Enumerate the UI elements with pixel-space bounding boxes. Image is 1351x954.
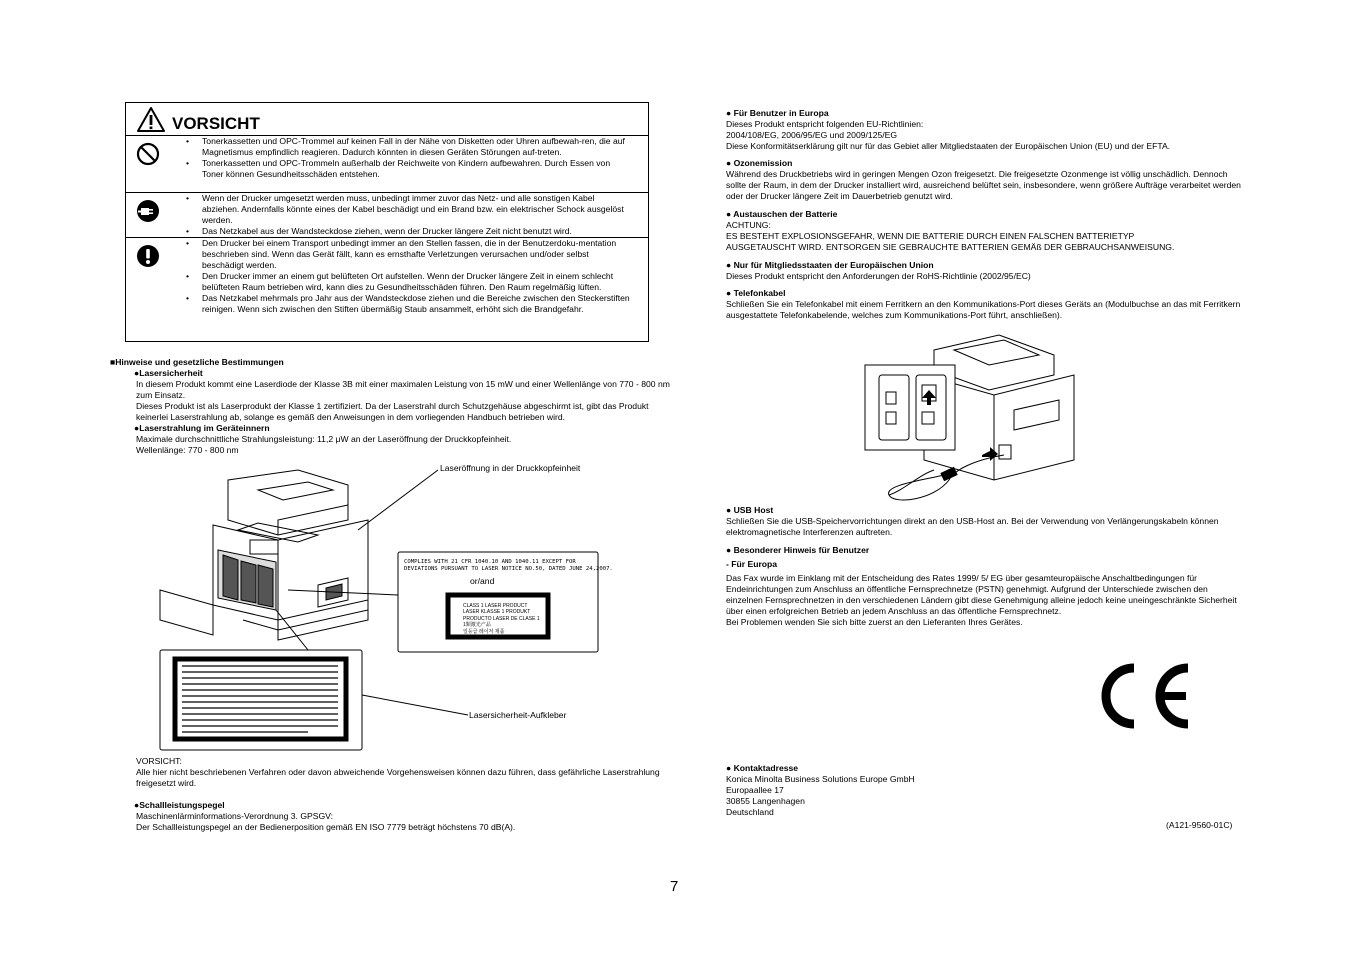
internal-laser-text: Maximale durchschnittliche Strahlungsleistung: 11,2 μW an der Laseröffnung der Druckkopfeinheit. — [136, 434, 512, 444]
contact-line: 30855 Langenhagen — [726, 796, 805, 806]
class1-line: LASER KLASSE 1 PRODUKT — [463, 609, 531, 616]
laser-safety-text: Dieses Produkt ist als Laserprodukt der Klasse 1 zertifiziert. Da der Laserstrahl durch Schutzgehäuse abgeschirmt ist, gibt das Produkt keinerlei Laserstrahlung ab, solange es gemäß den Anweisungen in dem vorliegenden Handbuch betrieben wird. — [136, 401, 649, 422]
usb-section — [726, 505, 1241, 538]
caution-box — [125, 102, 649, 342]
eu-members-heading: ● Nur für Mitgliedsstaaten der Europäischen Union — [726, 260, 934, 270]
caution-item: • Tonerkassetten und OPC-Trommeln außerhalb der Reichweite von Kindern aufbewahren. Durch Essen von Toner können Gesundheitsschäden entstehen. — [186, 158, 630, 180]
battery-line: AUSGETAUSCHT WIRD. ENTSORGEN SIE GEBRAUCHTE BATTERIEN GEMÄß DER GEBRAUCHSANWEISUNG. — [726, 242, 1175, 252]
usb-heading: ● USB Host — [726, 505, 774, 515]
caution-note-text: Alle hier nicht beschriebenen Verfahren oder davon abweichende Vorgehensweisen können dazu führen, dass gefährliche Laserstrahlung freigesetzt wird. — [136, 767, 660, 788]
europe-line: Dieses Produkt entspricht folgenden EU-Richtlinien: — [726, 119, 924, 129]
battery-section — [726, 209, 1241, 253]
phone-cable-text: Schließen Sie ein Telefonkabel mit einem Ferritkern an den Kommunikations-Port dieses Geräts an (Modulbuchse an das mit Ferritkern ausgestattete Telefonkabelende, welches zum Kommunikations-Port führt, anschließen). — [726, 299, 1241, 320]
section-heading: ■Hinweise und gesetzliche Bestimmungen — [110, 357, 284, 367]
caution-item: • Den Drucker immer an einem gut belüfteten Ort aufstellen. Wenn der Drucker längere Zeit in einem schlecht belüfteten Raum betrieben wird, kann dies zu Gesundheitsschäden führen. Den Raum regelmäßig lüften. — [186, 271, 630, 293]
laser-safety-text: In diesem Produkt kommt eine Laserdiode der Klasse 3B mit einer maximalen Leistung von 15 mW und einer Wellenlänge von 770 - 800 nm zum Einsatz. — [136, 379, 670, 400]
sound-level-text: Maschinenlärminformations-Verordnung 3. GPSGV: — [136, 811, 333, 821]
europe-line: Diese Konformitätserklärung gilt nur für das Gebiet aller Mitgliedstaaten der Europäischen Union (EU) und der EFTA. — [726, 141, 1171, 151]
europe-section — [726, 108, 1241, 152]
ozone-heading: ● Ozonemission — [726, 158, 793, 168]
sound-level-heading: ●Schallleistungspegel — [134, 800, 225, 810]
laser-safety-heading: ●Lasersicherheit — [134, 368, 203, 378]
battery-heading: ● Austauschen der Batterie — [726, 209, 838, 219]
caution-header — [126, 103, 648, 136]
prohibition-icon — [136, 142, 160, 166]
ce-mark-icon — [1092, 660, 1192, 732]
laser-label-figure — [158, 460, 613, 760]
contact-heading: ● Kontaktadresse — [726, 763, 799, 773]
safety-sticker-callout: Lasersicherheit-Aufkleber — [469, 710, 567, 720]
class1-line: PRODUCTO LASER DE CLASE 1 — [463, 615, 540, 622]
regulatory-notes — [110, 357, 680, 456]
europe-line: 2004/108/EG, 2006/95/EG und 2009/125/EG — [726, 130, 898, 140]
eu-members-section — [726, 260, 1241, 282]
internal-laser-heading: ●Laserstrahlung im Geräteinnern — [134, 423, 270, 433]
sound-level-text: Der Schallleistungspegel an der Bedienerposition gemäß EN ISO 7779 beträgt höchstens 70 dB(A). — [136, 822, 516, 832]
phone-cable-section — [726, 288, 1241, 321]
europe-heading: ● Für Benutzer in Europa — [726, 108, 829, 118]
ozone-section — [726, 158, 1241, 202]
class1-line: 일등급 레이저 제품 — [463, 628, 505, 635]
caution-title: VORSICHT — [172, 114, 260, 133]
exclamation-icon — [136, 244, 160, 268]
warning-triangle-icon — [136, 106, 166, 133]
caution-item: • Den Drucker bei einem Transport unbedingt immer an den Stellen fassen, die in der Benutzerdoku-mentation beschrieben sind. Wenn das Gerät fällt, kann es ernsthafte Verletzungen verursachen und/oder selbst beschädigt werden. — [186, 238, 630, 271]
phone-cable-figure — [864, 330, 1079, 510]
special-note-section — [726, 545, 1241, 628]
battery-line: ES BESTEHT EXPLOSIONSGEFAHR, WENN DIE BATTERIE DURCH EINEN FALSCHEN BATTERIETYP — [726, 231, 1135, 241]
unplug-icon — [136, 199, 160, 223]
compliance-line: DEVIATIONS PURSUANT TO LASER NOTICE NO.50, DATED JUNE 24,2007. — [404, 566, 613, 572]
compliance-label — [404, 559, 613, 573]
compliance-line: COMPLIES WITH 21 CFR 1040.10 AND 1040.11 EXCEPT FOR — [404, 559, 576, 565]
special-note-heading: ● Besonderer Hinweis für Benutzer — [726, 545, 870, 555]
contact-section — [726, 763, 1241, 818]
usb-text: Schließen Sie die USB-Speichervorrichtungen direkt an den USB-Host an. Bei der Verwendung von Verlängerungskabeln können elektromagnetische Interferenzen auftreten. — [726, 516, 1219, 537]
caution-item: • Das Netzkabel aus der Wandsteckdose ziehen, wenn der Drucker längere Zeit nicht benutzt wird. — [186, 226, 630, 237]
ferrite-cable-drawing — [864, 330, 1079, 510]
phone-cable-heading: ● Telefonkabel — [726, 288, 786, 298]
caution-item: • Tonerkassetten und OPC-Trommel auf keinen Fall in der Nähe von Disketten oder Uhren aufbewah-ren, die auf Magnetismus empfindlich reagieren. Dadurch könnten in diesen Geräten Störungen auf-treten. — [186, 136, 630, 158]
special-note-subheading: - Für Europa — [726, 559, 778, 569]
caution-note — [136, 756, 681, 789]
battery-line: ACHTUNG: — [726, 220, 771, 230]
caution-note-title: VORSICHT: — [136, 756, 182, 766]
special-note-text: Bei Problemen wenden Sie sich bitte zuerst an den Lieferanten Ihres Gerätes. — [726, 617, 1023, 627]
eu-members-text: Dieses Produkt entspricht den Anforderungen der RoHS-Richtlinie (2002/95/EC) — [726, 271, 1031, 281]
contact-line: Europaallee 17 — [726, 785, 784, 795]
special-note-text: Das Fax wurde im Einklang mit der Entscheidung des Rates 1999/ 5/ EG über gesamteuropäische Anschaltbedingungen für Endeinrichtungen zum Anschluss an öffentliche Fernsprechnetze (PSTN) genehmigt. Aufgrund der Unterschiede zwischen den einzelnen Fernsprechnetzen in den verschiedenen Ländern gibt diese Genehmigung alleine jedoch keine uneingeschränkte Sicherheit über einen erfolgreichen Betrieb an jedem Anschluss an das öffentliche Fernsprechnetz. — [726, 573, 1237, 616]
page-number: 7 — [670, 878, 679, 895]
or-and-text: or/and — [470, 576, 495, 586]
caution-item: • Wenn der Drucker umgesetzt werden muss, unbedingt immer zuvor das Netz- und alle sonstigen Kabel abziehen. Andernfalls könnte eines der Kabel beschädigt und ein Brand bzw. ein elektrischer Schock ausgelöst werden. — [186, 193, 630, 226]
laser-opening-callout: Laseröffnung in der Druckkopfeinheit — [440, 463, 581, 473]
wavelength-text: Wellenlänge: 770 - 800 nm — [136, 445, 239, 455]
class1-line: CLASS 1 LASER PRODUCT — [463, 603, 528, 609]
ozone-text: Während des Druckbetriebs wird in geringen Mengen Ozon freigesetzt. Die freigesetzte Ozonmenge ist völlig unschädlich. Dennoch sollte der Raum, in dem der Drucker installiert wird, ausreichend belüftet sein, insbesondere, wenn größere Aufträge verarbeitet werden oder der Drucker längere Zeit im Dauerbetrieb genutzt wird. — [726, 169, 1241, 201]
caution-row-magnetism — [126, 136, 648, 193]
caution-row-transport — [126, 238, 648, 342]
class1-line: 1類激光产品 — [463, 622, 491, 629]
document-code: (A121-9560-01C) — [1166, 820, 1233, 830]
class1-label — [463, 603, 540, 635]
sound-level-section — [134, 800, 679, 833]
caution-row-unplug — [126, 193, 648, 238]
contact-line: Konica Minolta Business Solutions Europe GmbH — [726, 774, 915, 784]
contact-line: Deutschland — [726, 807, 774, 817]
caution-item: • Das Netzkabel mehrmals pro Jahr aus der Wandsteckdose ziehen und die Bereiche zwischen den Steckerstiften reinigen. Wenn sich zwischen den Stiften übermäßig Staub ansammelt, erhöht sich die Brandgefahr. — [186, 293, 630, 315]
